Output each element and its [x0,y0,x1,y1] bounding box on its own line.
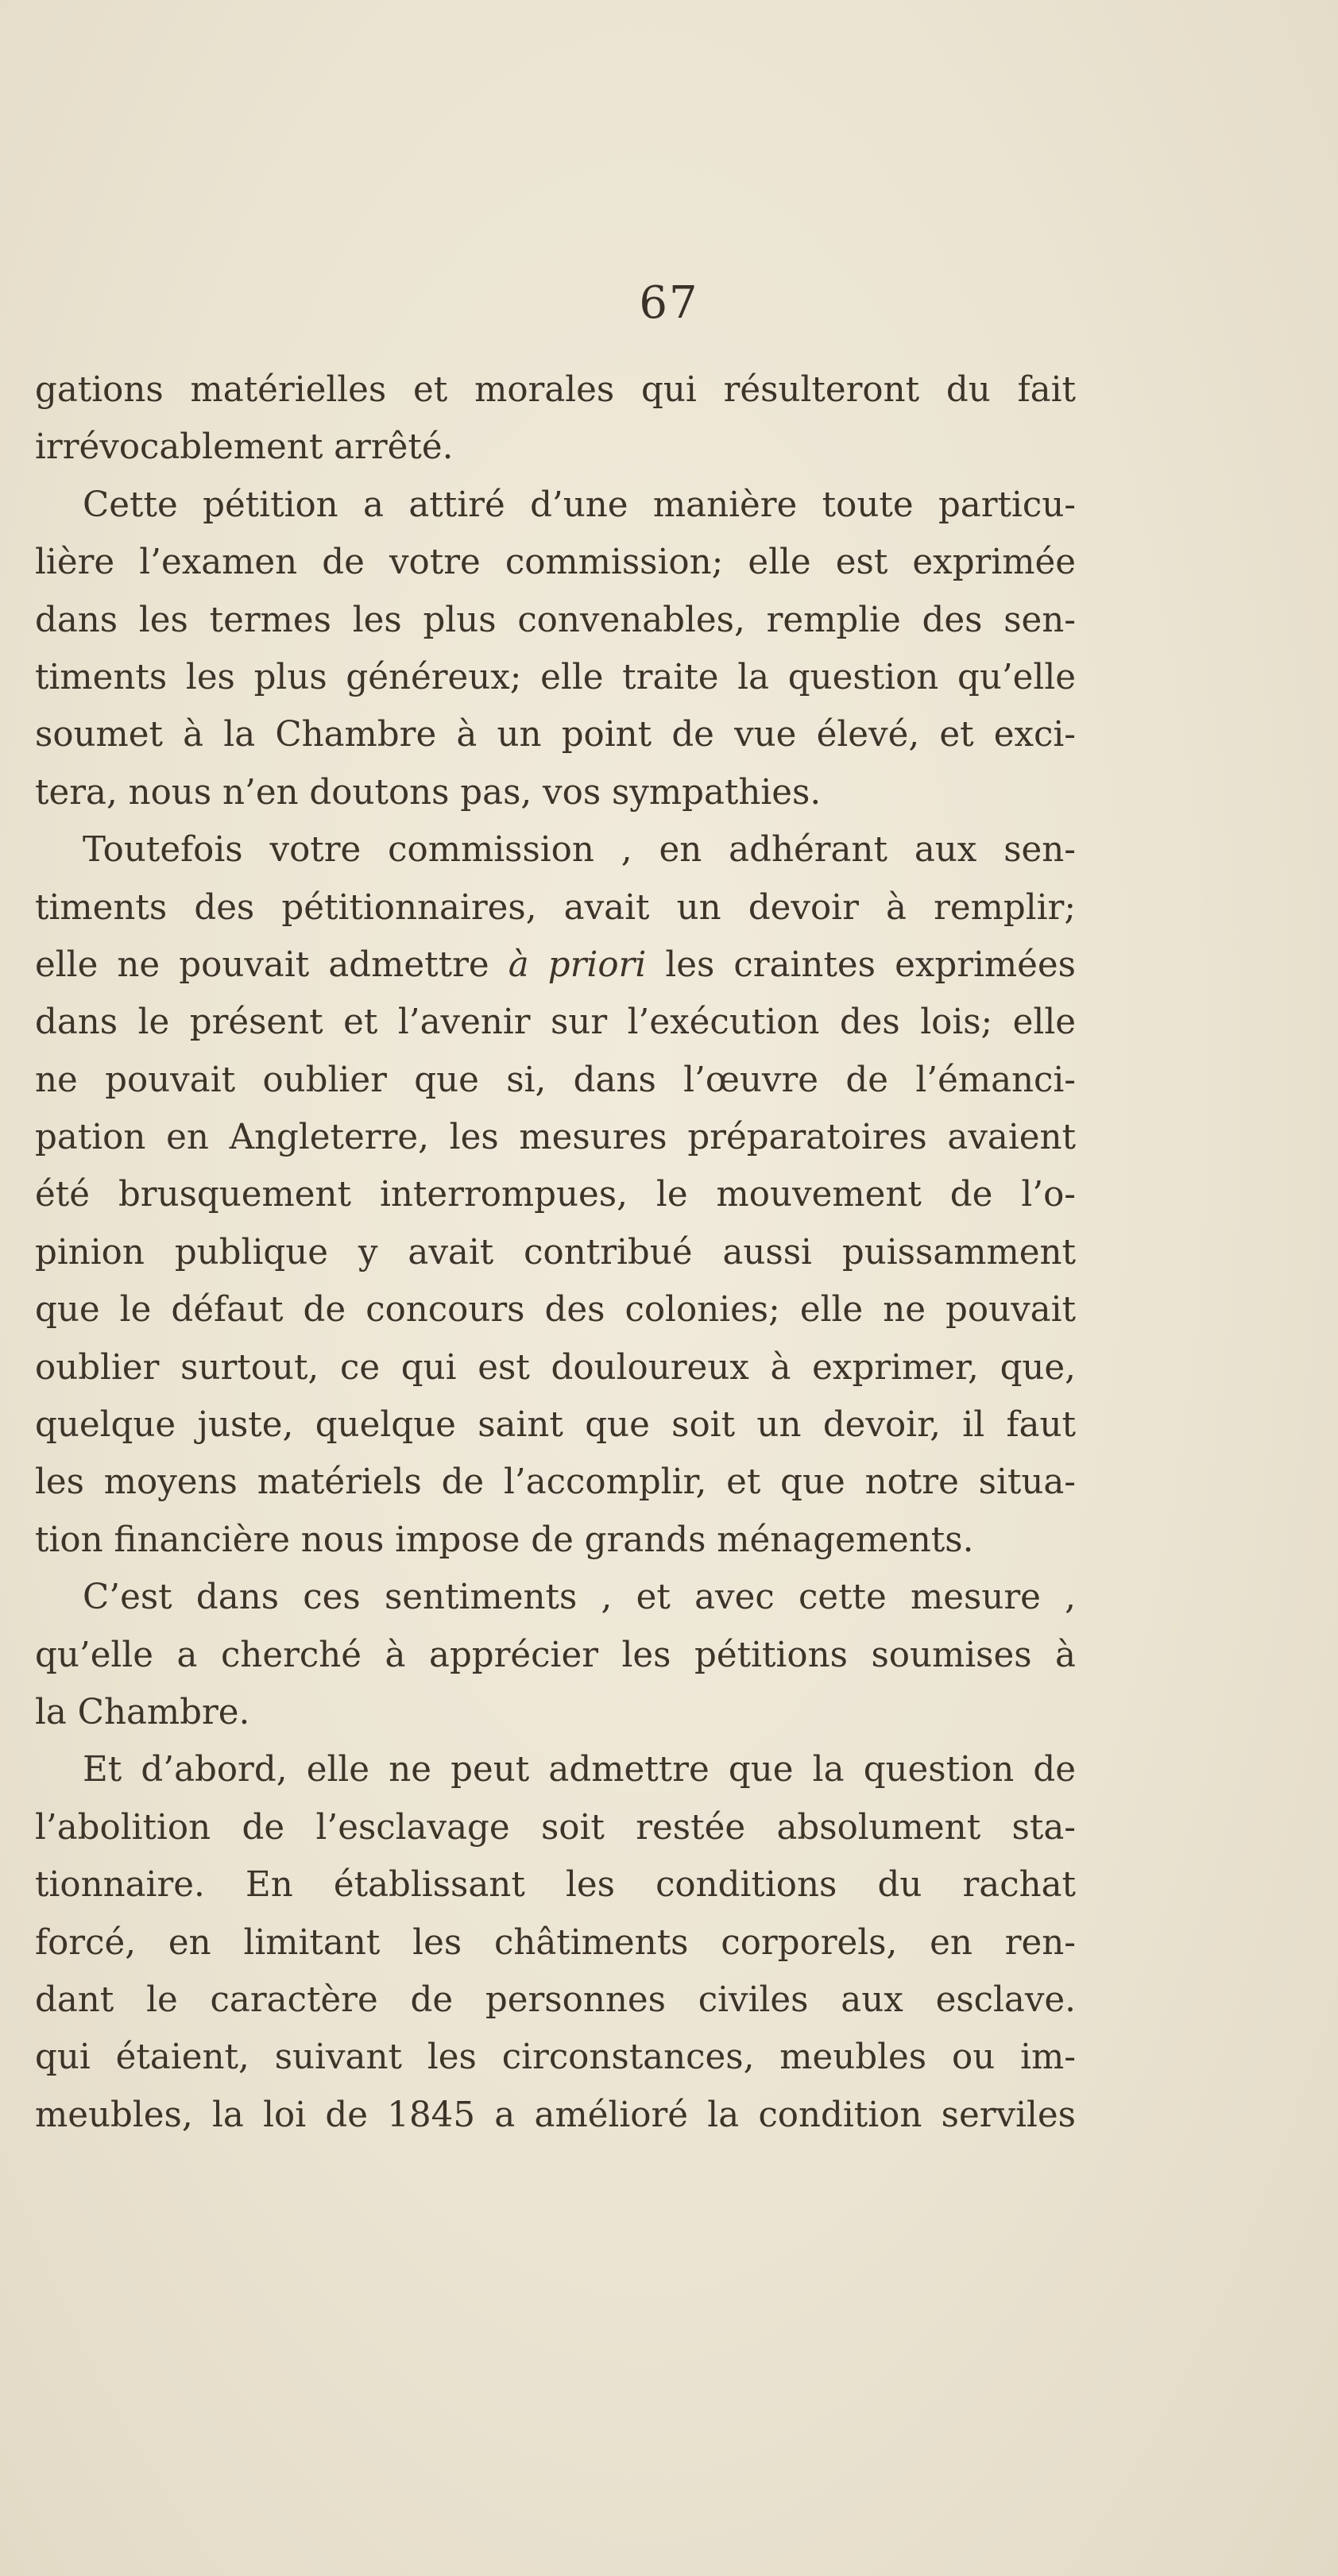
text-line: pation en Angleterre, les mesures préparatoires avaient [35,1118,1076,1158]
text-line [35,937,1076,994]
body-text [35,361,1076,2144]
text-line: qu’elle a cherché à apprécier les pétitions soumises à [35,1635,1076,1675]
text-line: ne pouvait oublier que si, dans l’œuvre de l’émanci- [35,1060,1076,1100]
text-line: timents les plus généreux; elle traite la question qu’elle [35,657,1076,697]
text-line: que le défaut de concours des colonies; elle ne pouvait [35,1290,1076,1330]
text-line: gations matérielles et morales qui résulteront du fait [35,370,1076,410]
text-segment: les craintes exprimées [646,944,1076,985]
text-line: tionnaire. En établissant les conditions du rachat [35,1865,1076,1906]
text-line: dant le caractère de personnes civiles aux esclave. [35,1979,1076,2020]
text-line: timents des pétitionnaires, avait un devoir à remplir; [35,887,1076,928]
page-number: 67 [639,277,699,329]
text-line: oublier surtout, ce qui est douloureux à exprimer, que, [35,1347,1076,1388]
text-line: forcé, en limitant les châtiments corporels, en ren- [35,1922,1076,1963]
text-line: lière l’examen de votre commission; elle est exprimée [35,543,1076,583]
text-line: les moyens matériels de l’accomplir, et que notre situa- [35,1462,1076,1503]
text-line: pinion publique y avait contribué aussi puissamment [35,1232,1076,1273]
text-line: Cette pétition a attiré d’une manière toute particu- [83,485,1076,525]
text-segment: elle ne pouvait admettre [35,944,509,985]
text-line: tion financière nous impose de grands ménagements. [35,1520,974,1560]
text-line: irrévocablement arrêté. [35,427,454,468]
text-line: C’est dans ces sentiments , et avec cette mesure , [83,1578,1076,1618]
text-line: qui étaient, suivant les circonstances, meubles ou im- [35,2037,1076,2078]
text-line: soumet à la Chambre à un point de vue élevé, et exci- [35,715,1076,755]
text-line: Et d’abord, elle ne peut admettre que la question de [83,1750,1076,1790]
italic-phrase: à priori [508,944,647,985]
text-line: meubles, la loi de 1845 a amélioré la condition serviles [35,2095,1076,2135]
text-line: la Chambre. [35,1692,250,1732]
text-line: tera, nous n’en doutons pas, vos sympathies. [35,772,822,813]
text-line: été brusquement interrompues, le mouvement de l’o- [35,1175,1076,1215]
text-line: l’abolition de l’esclavage soit restée absolument sta- [35,1807,1076,1848]
text-line: quelque juste, quelque saint que soit un devoir, il faut [35,1405,1076,1446]
text-line: dans les termes les plus convenables, remplie des sen- [35,600,1076,640]
text-line: dans le présent et l’avenir sur l’exécution des lois; elle [35,1002,1076,1043]
text-line: Toutefois votre commission , en adhérant aux sen- [83,830,1076,871]
